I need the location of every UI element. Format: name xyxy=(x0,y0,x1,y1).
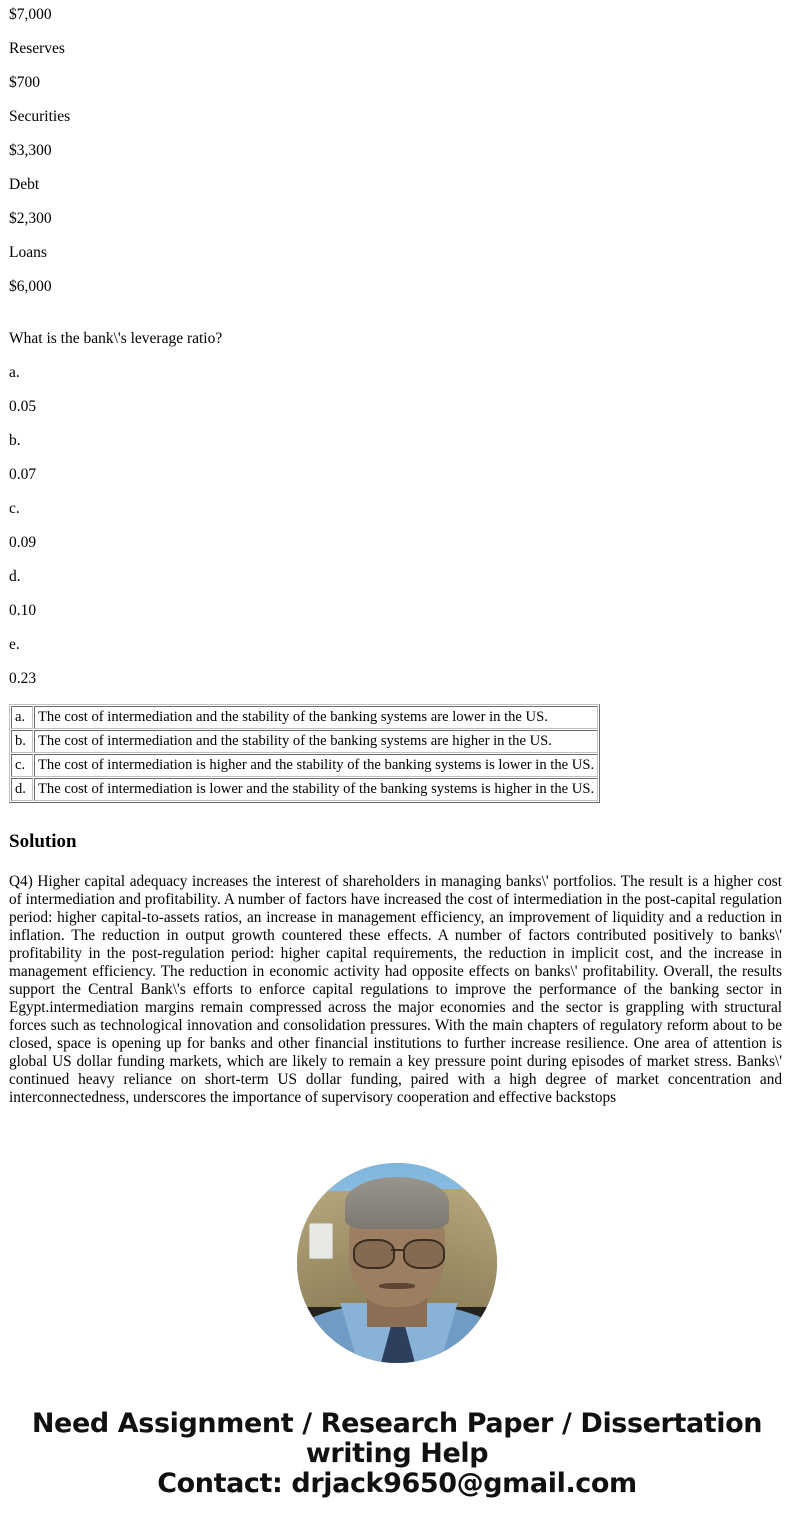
table-cell-text: The cost of intermediation and the stability of the banking systems are lower in the US. xyxy=(34,706,598,729)
table-cell-text: The cost of intermediation is lower and the stability of the banking systems is higher in the US. xyxy=(34,778,598,801)
financial-line: $7,000 xyxy=(9,6,52,23)
option-letter-e: e. xyxy=(9,636,20,653)
table-cell-letter: c. xyxy=(11,754,33,777)
table-row[interactable] xyxy=(11,778,598,801)
option-value-c: 0.09 xyxy=(9,534,37,551)
financial-line: Loans xyxy=(9,244,47,261)
option-letter-c: c. xyxy=(9,500,20,517)
question-options-list xyxy=(0,356,794,696)
option-value-e: 0.23 xyxy=(9,670,37,687)
option-value-d: 0.10 xyxy=(9,602,37,619)
table-row[interactable] xyxy=(11,730,598,753)
option-letter-a: a. xyxy=(9,364,20,381)
financial-line: $700 xyxy=(9,74,40,91)
choices-table-wrapper xyxy=(0,696,794,803)
table-row[interactable] xyxy=(11,754,598,777)
financial-line: Debt xyxy=(9,176,40,193)
avatar xyxy=(297,1163,497,1363)
table-cell-letter: d. xyxy=(11,778,33,801)
financial-line: $2,300 xyxy=(9,210,52,227)
ad-contact-line: Contact: drjack9650@gmail.com xyxy=(157,1468,637,1499)
ad-line-2: writing Help xyxy=(305,1438,489,1469)
eyeglasses-right-lens-icon xyxy=(403,1239,445,1269)
eyeglasses-bridge-icon xyxy=(391,1249,403,1251)
table-cell-text: The cost of intermediation is higher and the stability of the banking systems is lower in the US. xyxy=(34,754,598,777)
ad-line-1: Need Assignment / Research Paper / Dissertation xyxy=(31,1408,763,1439)
financial-line: Securities xyxy=(9,108,71,125)
photo-wall-switch xyxy=(309,1223,333,1259)
option-letter-b: b. xyxy=(9,432,21,449)
photo-hair xyxy=(345,1177,449,1229)
option-value-b: 0.07 xyxy=(9,466,37,483)
financial-figures-list xyxy=(0,0,794,304)
solution-paragraph: Q4) Higher capital adequacy increases the interest of shareholders in managing banks\' portfolios. The result is a higher cost of intermediation and profitability. A number of factors have increased the cost of intermediation in the post-capital regulation period: higher capital-to-assets ratios, an increase in management efficiency, an improvement of liquidity and a reduction in inflation. The reduction in output growth countered these effects. A number of factors contributed positively to banks\' profitability in the post-regulation period: higher capital requirements, the reduction in implicit cost, and the increase in management efficiency. The reduction in economic activity had opposite effects on banks\' profitability. Overall, the results support the Central Bank\'s efforts to enforce capital regulations to improve the performance of the banking sector in Egypt.intermediation margins remain compressed across the major economies and the sector is grappling with structural forces such as technological innovation and consolidation pressures. With the main chapters of regulatory reform about to be closed, space is opening up for banks and other financial institutions to further increase resilience. One area of attention is global US dollar funding markets, which are likely to remain a key pressure point during episodes of market stress. Banks\' continued heavy reliance on short-term US dollar funding, paired with a high degree of market concentration and interconnectedness, underscores the importance of supervisory cooperation and effective backstops xyxy=(9,873,782,1106)
option-value-a: 0.05 xyxy=(9,398,37,415)
financial-line: $6,000 xyxy=(9,278,52,295)
spacer xyxy=(0,304,794,322)
table-cell-text: The cost of intermediation and the stability of the banking systems are higher in the US. xyxy=(34,730,598,753)
financial-line: Reserves xyxy=(9,40,65,57)
table-cell-letter: b. xyxy=(11,730,33,753)
table-cell-letter: a. xyxy=(11,706,33,729)
question-prompt: What is the bank\'s leverage ratio? xyxy=(9,330,223,347)
advertisement-block xyxy=(0,1409,794,1499)
choices-table xyxy=(9,704,600,803)
eyeglasses-left-lens-icon xyxy=(353,1239,395,1269)
option-letter-d: d. xyxy=(9,568,21,585)
photo-mouth xyxy=(379,1283,415,1289)
avatar-block xyxy=(0,1163,794,1363)
financial-line: $3,300 xyxy=(9,142,52,159)
table-row[interactable] xyxy=(11,706,598,729)
solution-heading: Solution xyxy=(9,831,77,852)
